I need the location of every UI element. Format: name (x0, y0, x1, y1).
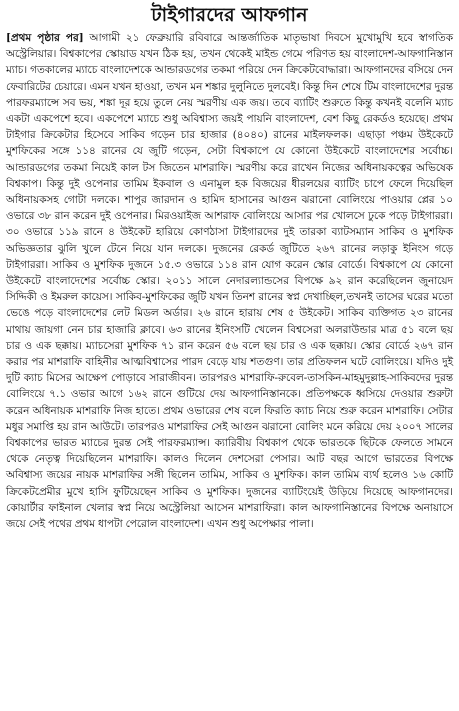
article-body (6, 30, 453, 532)
continuation-label: [প্রথম পৃষ্ঠার পর] (6, 32, 84, 44)
article-headline: টাইগারদের আফগান (151, 4, 308, 26)
article-body-text: আগামী ২১ ফেব্রুয়ারি রবিবারে আন্তর্জাতিক মাতৃভাষা দিবসে মুখোমুখি হবে স্বাগতিক অস্ট্রেলিয়ার। বিশ্বকাপের স্কোয়াড যখন ঠিক হয়, তখন থেকেই মাইন্ড গেমে পরিণত হয় বাংলাদেশ-আফগানিস্তান ম্যাচ। গতকালের ম্যাচে বাংলাদেশকে আন্ডারডগের তকমা পরিয়ে দেন ক্রিকেটবোদ্ধারা। আফগানদের বসিয়ে দেন ফেবারিটের চেয়ারে। এমন যখন হাওয়া, তখন মন শঙ্কার দুলুনিতে দুলবেই। কিন্তু দিন শেষে টিম বাংলাদেশের দুরন্ত পারফরম্যান্সে সব ভয়, শঙ্কা দূর হয়ে তুলে নেয় স্মরণীয় এক জয়। তবে ব্যাটিং শুরুতে কিন্তু কখনই বলেনি ম্যাচ একটা একপেশে হবে। একপেশে ম্যাচে শুধু অবিশ্বাস্য জয়ই পায়নি বাংলাদেশ, বেশ কিছু রেকর্ডও হয়েছে। প্রথম টাইগার ক্রিকেটার হিসেবে সাকিব গড়েন চার হাজার (৪০৪০) রানের মাইলফলক। এছাড়া পঞ্চম উইকেটে মুশফিকের সঙ্গে ১১৪ রানের যে জুটি গড়েন, সেটা বিশ্বকাপে যে কোনো উইকেটে বাংলাদেশের সর্বোচ্চ। আন্ডারডগের তকমা নিয়েই কাল টস জিতেন মাশরাফি। স্মরণীয় করে রাখেন নিজের অধিনায়কত্বের অভিষেক বিশ্বকাপ। কিন্তু দুই ওপেনার তামিম ইকবাল ও এনামুল হক বিজয়ের ধীরলয়ের ব্যাটিং চাপে ফেলে দিয়েছিল অধিনায়কসহ গোটা দলকে। শাপুর জারদান ও হামিদ হাসানের আগুন ঝরানো বোলিংয়ে পাওয়ার প্লের ১০ ওভারে ৩৮ রান করেন দুই ওপেনার। মিরওয়াইজ আশরাফ বোলিংয়ে আসার পর খোলসে ঢুকে পড়ে টাইগাররা। ৩০ ওভারে ১১৯ রানে ৪ উইকেট হারিয়ে কোণঠাসা টাইগারদের দুই তারকা ব্যাটসম্যান সাকিব ও মুশফিক অভিজ্ঞতার ঝুলি খুলে টেনে নিয়ে যান দলকে। দুজনের রেকর্ড জুটিতে ২৬৭ রানের লড়াকু ইনিংস গড়ে টাইগাররা। সাকিব ও মুশফিক দুজনে ১৫.৩ ওভারে ১১৪ রান যোগ করেন স্কোর বোর্ডে। বিশ্বকাপে যে কোনো উইকেটে বাংলাদেশের সর্বোচ্চ স্কোর। ২০১১ সালে নেদারল্যান্ডসের বিপক্ষে ৯২ রান করেছিলেন জুনায়েদ সিদ্দিকী ও ইমরুল কায়েস। সাকিব-মুশফিকের জুটি যখন তিনশ রানের স্বপ্ন দেখাচ্ছিল,তখনই তাসের ঘরের মতো ভেঙে পড়ে বাংলাদেশের লেট মিডল অর্ডার। ২৬ রানে হারায় শেষ ৫ উইকেট। সাকিব ব্যক্তিগত ২৩ রানের মাথায় জায়গা নেন চার হাজারি ক্লাবে। ৬৩ রানের ইনিংসটি খেলেন বিশ্বসেরা অলরাউন্ডার মাত্র ৫১ বলে ছয় চার ও এক ছক্কায়। ম্যাচসেরা মুশফিক ৭১ রান করেন ৫৬ বলে ছয় চার ও এক ছক্কায়। স্কোর বোর্ডে ২৬৭ রান করার পর মাশরাফি বাহিনীর আত্মবিশ্বাসের পারদ বেড়ে যায় শতগুণ। তার প্রতিফলন ঘটে বোলিংয়ে। যদিও দুই দুটি ক্যাচ মিসের আক্ষেপ পোড়াবে সারাজীবন। তারপরও মাশরাফি-রুবেল-তাসকিন-মাহমুদুল্লাহ-সাকিবদের দুরন্ত বোলিংয়ে ৭.১ ওভার আগে ১৬২ রানে গুটিয়ে দেয় আফগানিস্তানকে। প্রতিপক্ষকে ধ্বসিয়ে দেওয়ার শুরুটা করেন অধিনায়ক মাশরাফি নিজ হাতে। প্রথম ওভারের শেষ বলে ফিরতি ক্যাচ নিয়ে শুরু করেন মাশরাফি। সেটার মধুর সমাপ্তি হয় রান আউটে। তারপরও মাশরাফির সেই আগুন ঝরানো বোলিং মনে করিয়ে দেয় ২০০৭ সালের বিশ্বকাপের ভারত ম্যাচের দুরন্ত সেই পারফরম্যান্স। ক্যারিবীয় বিশ্বকাপ থেকে ভারতকে ছিটকে ফেলতে সামনে থেকে নেতৃত্ব দিয়েছিলেন মাশরাফি। কালও দিলেন দেশসেরা পেসার। আট বছর আগে ভারতের বিপক্ষে অবিশ্বাস্য জয়ের নায়ক মাশরাফির সঙ্গী ছিলেন তামিম, সাকিব ও মুশফিক। কাল তামিম ব্যর্থ হলেও ১৬ কোটি ক্রিকেটপ্রেমীর মুখে হাসি ফুটিয়েছেন সাকিব ও মুশফিক। দুজনের ব্যাটিংয়েই উড়িয়ে দিয়েছে আফগানদের। কোয়ার্টার ফাইনাল খেলার স্বপ্ন নিয়ে অস্ট্রেলিয়া আসেন মাশরাফিরা। কাল আফগানিস্তানের বিপক্ষে অনায়াসে জয়ে সেই পথের প্রথম ধাপটা পেরোল বাংলাদেশ। এখন শুধু অপেক্ষার পালা। (6, 32, 453, 531)
